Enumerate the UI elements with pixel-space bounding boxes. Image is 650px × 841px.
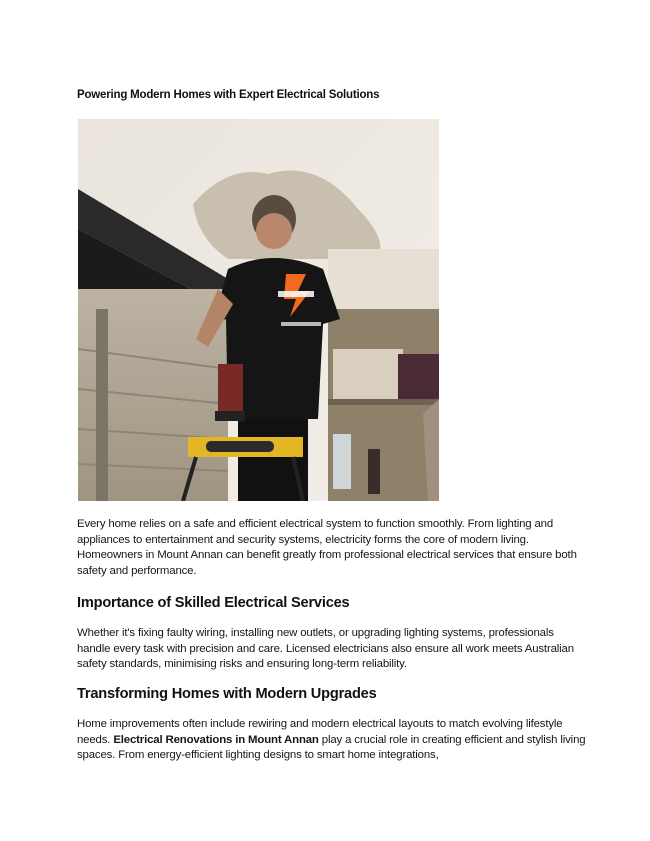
electrician-photo xyxy=(78,119,439,501)
keyword-link: Electrical Renovations in Mount Annan xyxy=(113,733,319,746)
section-body-skilled-services: Whether it's fixing faulty wiring, installing new outlets, or upgrading lighting systems, professionals handle every task with precision and care. Licensed electricians also ensure all work meets Australian safety standards, minimising risks and ensuring long-term reliability. xyxy=(77,627,574,671)
document-title: Powering Modern Homes with Expert Electrical Solutions xyxy=(77,89,380,101)
body-text: Home improvements often include rewiring and modern electrical layouts to match evolving lifestyle needs. xyxy=(77,718,563,746)
electrician-photo-illustration xyxy=(78,119,439,501)
intro-paragraph: Every home relies on a safe and efficient electrical system to function smoothly. From lighting and appliances to entertainment and security systems, electricity forms the core of modern living. Homeowners in Mount Annan can benefit greatly from professional electrical services that ensure both safety and performance. xyxy=(77,518,577,577)
section-body-modern-upgrades xyxy=(77,717,587,764)
section-heading-skilled-services: Importance of Skilled Electrical Services xyxy=(77,595,350,611)
body-text: play a crucial role in creating efficient and stylish living spaces. From energy-efficient lighting designs to smart home integrations, xyxy=(77,733,586,762)
section-heading-modern-upgrades: Transforming Homes with Modern Upgrades xyxy=(77,686,377,702)
